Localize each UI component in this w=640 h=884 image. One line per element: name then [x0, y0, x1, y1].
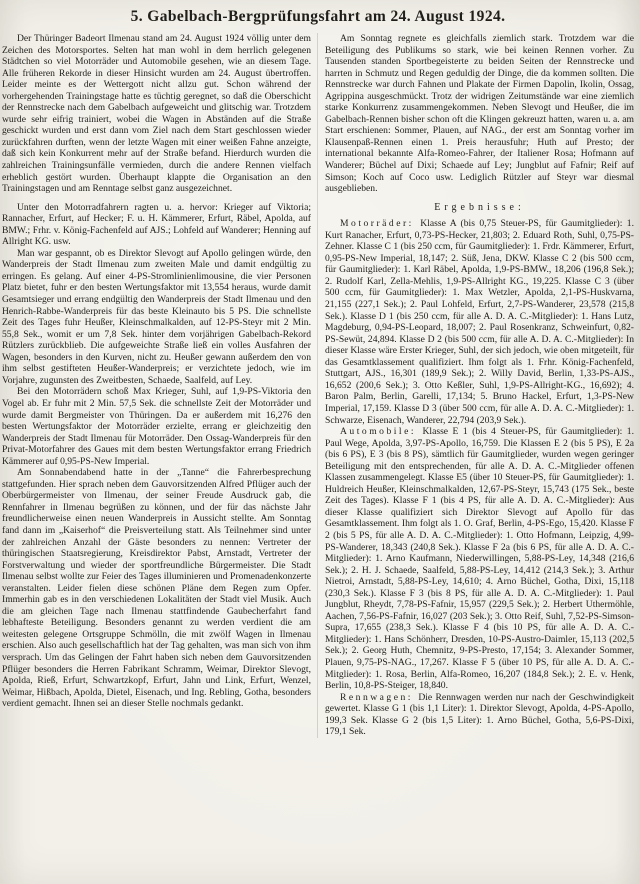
- results-section-motorcycles: [325, 218, 634, 426]
- results-section-text-automobiles: Klasse E 1 (bis 4 Steuer-PS, für Gaumitglieder): 1. Paul Wege, Apolda, 3,97-PS-Apollo, 16,759. Die Klassen E 2 (bis 5 PS), E 2a (bis 6 PS), E 3 (bis 8 PS), sämtlich für Gaumitglieder, wurden wegen geringer Beteiligung mit den entsprechenden, für alle A. D. A. C.-Mitglieder offenen Klassen zusammengelegt. Klasse E5 (über 10 Steuer-PS, für Gaumitglieder): 1. Huldreich Heußer, Kleinschmalkalden, 12,67-PS-Steyr, 15,743 (175 Sek., beste Zeit des Tages). Klasse F 1 (bis 4 PS, für alle A. D. A. C.-Mitglieder): Aus dieser Klasse qualifiziert sich Direktor Slevogt auf Apollo für das Gesamtklassement. Ihm folgt als 1. O. Graf, Berlin, 4-PS-Ego, 15,420. Klasse F 2 (bis 5 PS, für alle A. D. A. C.-Mitglieder): 1. Otto Hofmann, Leipzig, 4,99-PS-Wanderer, 18,343 (240,8 Sek.). Klasse F 2a (bis 6 PS, für alle A. D. A. C.-Mitglieder): 1. Arno Kaufmann, Niederwillingen, 5,88-PS-Ley, 14,348 (216,6 Sek.); 2. H. J. Schaede, Saalfeld, 5,88-PS-Ley, 14,412 (214,3 Sek.); 3. Arthur Nietroi, Arnstadt, 5,88-PS-Ley, 14,610; 4. Arno Büchel, Gotha, Dixi, 15,118 (230,3 Sek.). Klasse F 3 (bis 8 PS, für alle A. D. A. C.-Mitglieder): 1. Paul Jungblut, Rheydt, 7,78-PS-Fafnir, 15,957 (229,5 Sek.); 2. Herbert Uthermöhle, Aachen, 7,56-PS-Fafnir, 16,027 (203 Sek.); 3. Otto Reif, Suhl, 7,52-PS-Simson-Supra, 17,655 (238,3 Sek.). Klasse F 4 (bis 10 PS, für alle A. D. A. C.-Mitglieder): 1. Hans Schönherr, Dresden, 10-PS-Austro-Daimler, 15,113 (202,5 Sek.); 2. Georg Huth, Chemnitz, 9-PS-Presto, 17,154; 3. Alexander Sommer, Plauen, 9,75-PS-NAG., 17,267. Klasse F 5 (über 10 PS, für alle A. D. A. C.-Mitglieder): 1. Rosa, Berlin, Alfa-Romeo, 16,207 (184,8 Sek.); 2. E. v. Henk, Berlin, 10,8-PS-Steiger, 18,840.: [325, 426, 634, 692]
- paragraph-sunday-race: Am Sonntag regnete es gleichfalls ziemlich stark. Trotzdem war die Beteiligung des Publikums so stark, wie bei keinen Rennen vorher. Zu Tausenden standen Sportbegeisterte zu beiden Seiten der Rennstrecke und harrten in Schmutz und Regen geduldig der Dinge, die da kommen sollten. Die Rennstrecke war durch Fahnen und Plakate der Firmen Dapolin, Ikolin, Ossag, Agrippina ausgeschmückt. Trotz der widrigen Zeitumstände war eine ziemlich starke Konkurrenz zusammengekommen. Neben Slevogt und Heußer, die im Gabelbach-Rennen bisher schon oft die Klingen gekreuzt hatten, waren u. a. am Start erschienen: Sommer, Plauen, auf NAG., der erst am Sonntag vorher im Klausenpaß-Rennen einen 1. Preis herausfuhr; Huth auf Presto; der international bekannte Alfa-Romeo-Fahrer, der Italiener Rosa; Hofmann auf Wanderer; Büchel auf Dixi; Schaede auf Ley; Jungblut auf Fafnir; Reif auf Simson; Koch auf Coco usw. Lediglich Rützler auf Steyr war diesmal ausgeblieben.: [325, 33, 634, 195]
- paragraph-intro-weather: Der Thüringer Badeort Ilmenau stand am 24. August 1924 völlig unter dem Zeichen des Motorsportes. Selten hat man wohl in dem herrlich gelegenen Städtchen so viel Motorräder und Automobile gesehen, wie an diesem Tage. Alle früheren Rekorde in dieser Hinsicht wurden am 24. August übertroffen. Leider meinte es der Wettergott nicht allzu gut. Schon während der vorhergehenden Trainingstage hatte es tüchtig geregnet, so daß die Oberschicht der Rennstrecke nach dem Gabelbach aufgeweicht und glitschig war. Trotzdem wurde sehr eifrig trainiert, wobei die Wagen in Abständen auf die Straße geschickt wurden und erst dann vom Ziel nach dem Start geschlossen wieder zurückfahren durften, wenn der letzte Wagen mit einer weißen Fahne anzeigte, daß sich kein Konkurrent mehr auf der Straße befand. Hierdurch wurden die zahlreichen Trainingsunfälle vermieden, durch die andere Rennen vielfach erheblich gestört wurden. Überhaupt klappte die Organisation an den Trainingstagen und am Renntage selbst ganz ausgezeichnet.: [2, 33, 311, 195]
- right-column: [317, 33, 634, 738]
- results-heading: Ergebnisse:: [434, 201, 525, 213]
- paragraph-motorcycle-riders: Unter den Motorradfahrern ragten u. a. hervor: Krieger auf Viktoria; Rannacher, Erfurt, auf Hecker; F. u. H. Kämmerer, Erfurt, Räbel, Apolda, auf BMW.; Frhr. v. König-Fachenfeld auf AJS.; Lohfeld auf Wanderer; Henning auf Allright KG. usw.: [2, 201, 311, 248]
- results-section-automobiles: [325, 426, 634, 692]
- results-section-text-motorcycles: Klasse A (bis 0,75 Steuer-PS, für Gaumitglieder): 1. Kurt Ranacher, Erfurt, 0,73-PS-Hecker, 21,803; 2. Eduard Roth, Suhl, 0,75-PS-Zehner. Klasse C 1 (bis 250 ccm, für Gaumitglieder): 1. Frdr. Kämmerer, Erfurt, 0,95-PS-New Imperial, 18,147; 2. Süß, Jena, DKW. Klasse C 2 (bis 500 ccm, für Gaumitglieder): 1. Karl Räbel, Apolda, 1,9-PS-BMW., 18,206 (196,8 Sek.); 2. Rudolf Karl, Zella-Mehlis, 1,9-PS-Allright KG., 19,225. Klasse C 3 (über 500 ccm, für Gaumitglieder): 1. Max Wetzler, Apolda, 2,1-PS-Huskvarna, 21,155 (227,1 Sek.); 2. Paul Lohfeld, Erfurt, 2,7-PS-Wanderer, 23,578 (215,8 Sek.). Klasse D 1 (bis 250 ccm, für alle A. D. A. C.-Mitglieder): 1. Hans Lutz, Magdeburg, 0,94-PS-Leopard, 18,007; 2. Paul Rosenkranz, Schweinfurt, 0,82-PS-Sewüt, 24,894. Klasse D 2 (bis 500 ccm, für alle A. D. A. C.-Mitglieder): In dieser Klasse wäre Erster Krieger, Suhl, der sich jedoch, wie oben mitgeteilt, für das Gesamtklassement qualifiziert. Ihm folgt als 1. Frhr. König-Fachenfeld, Stuttgart, AJS., 16,301 (189,9 Sek.); 2. Willy David, Berlin, 1,33-PS-AJS., 16,652 (200,6 Sek.); 3. Otto Keßler, Suhl, 1,9-PS-Allright-KG., 16,692); 4. Baron Palm, Berlin, Garelli, 17,134; 5. Bruno Hackel, Erfurt, 1,3-PS-New Imperial, 17,159. Klasse D 3 (über 500 ccm, für alle A. D. A. C.-Mitglieder): 1. Schwarze, Eisenach, Wanderer, 22,794 (203,9 Sek.).: [325, 218, 634, 426]
- results-section-label-racecars: Rennwagen:: [340, 691, 413, 703]
- paragraph-slevogt-wanderpreis: Man war gespannt, ob es Direktor Slevogt auf Apollo gelingen würde, den Wanderpreis der Stadt Ilmenau zum zweiten Male und damit endgültig zu erringen. Es gelang. Auf einer 4-PS-Stromlinienlimousine, die vier Personen Platz bietet, fuhr er den besten Wertungsfaktor mit 13,554 heraus, wurde damit Gesamtsieger und errang endgültig den Wanderpreis der Stadt Ilmenau und den Henrich-Rabbe-Wanderpreis für das beste Kleinauto bis 5 PS. Die schnellste Zeit des Tages fuhr Heußer, Kleinschmalkalden, auf 12-PS-Steyr mit 2 Min. 55,8 Sek., womit er um 7,8 Sek. hinter dem vorjährigen Gabelbach-Rekord Rützlers zurückblieb. Die aufgeweichte Straße ließ ein volles Ausfahren der Wagen, besonders in den Kurven, nicht zu. Heußer gewann außerdem den von ihm selbst gestifteten Heußer-Wanderpreis; er verzichtete jedoch, wie im Vorjahre, zugunsten des Zweitbesten, Schaede, Saalfeld, auf Ley.: [2, 247, 311, 386]
- paragraph-krieger-bergmeister: Bei den Motorrädern schoß Max Krieger, Suhl, auf 1,9-PS-Viktoria den Vogel ab. Er fuhr mit 2 Min. 57,5 Sek. die schnellste Zeit der Motorräder und wurde damit Bergmeister von Thüringen. Da er außerdem mit 16,276 den besten Wertungsfaktor der Motorräder erzielte, errang er gleichzeitig den Wanderpreis der Stadt Ilmenau für Motorräder. Den Ossag-Wanderpreis für den Privat-Motorfahrer des Gaues mit dem besten Wertungsfaktor errang Friedrich Kämmerer auf 0,95-PS-New Imperial.: [2, 386, 311, 467]
- paragraph-social-events: Am Sonnabendabend hatte in der „Tanne“ die Fahrerbesprechung stattgefunden. Hier sprach neben dem Gauvorsitzenden Alfred Pflüger auch der Oberbürgermeister von Ilmenau, der seiner Freude Ausdruck gab, die Rennfahrer in Ilmenau begrüßen zu können, und der für das nächste Jahr freundlicherweise einen neuen Wanderpreis in Aussicht stellte. Am Sonntag fand dann im „Kaiserhof“ die Preisverteilung statt. Als Teilnehmer sind unter der zahlreichen Anzahl der Gäste besonders zu nennen: Vertreter der thüringischen Staatsregierung, Kreisdirektor Pabst, Arnstadt, Vertreter der Forstverwaltung und wieder der sportfreundliche Bürgermeister. Die Stadt Ilmenau selbst wollte zur Feier des Tages illuminieren und Promenadenkonzerte veranstalten. Leider fielen diese schönen Pläne dem Regen zum Opfer. Immerhin gab es in den verschiedenen Lokalitäten der Stadt viel Musik. Auch die am gleichen Tage nach Ilmenau stattfindende Gaubecherfahrt fand lebhafteste Beteiligung. Besonders genannt zu werden verdient die am weitesten gelegene Ortsgruppe Schmölln, die mit zwölf Wagen in Ilmenau erschien. Also auch gesellschaftlich hat der Tag gehalten, was man sich von ihm versprach. Um das Gelingen der Fahrt haben sich neben dem Gauvorsitzenden Pflüger besonders die Herren Fabrikant Schramm, Weimar, Direktor Slevogt, Apolda, Rieß, Erfurt, Schwartzkopf, Erfurt, Jahn und Link, Erfurt, Wenzel, Weimar, Hißbach, Apolda, Dietel, Eisenach, und Ing. Rebling, Gotha, besonders verdient gemacht. Ihnen sei an dieser Stelle nochmals gedankt.: [2, 467, 311, 710]
- results-section-label-automobiles: Automobile:: [340, 426, 416, 438]
- left-column: [2, 33, 317, 738]
- results-section-label-motorcycles: Motorräder:: [340, 218, 414, 230]
- results-section-text-racecars: Die Rennwagen werden nur nach der Geschwindigkeit gewertet. Klasse G 1 (bis 1,1 Liter): 1. Direktor Slevogt, Apolda, 4-PS-Apollo, 199,3 Sek. Klasse G 2 (bis 1,5 Liter): 1. Arno Büchel, Gotha, 5,6-PS-Dixi, 179,1 Sek.: [325, 691, 634, 738]
- results-section-racecars: [325, 692, 634, 738]
- article-columns: [2, 33, 634, 738]
- article-title: 5. Gabelbach-Bergprüfungsfahrt am 24. August 1924.: [130, 8, 506, 25]
